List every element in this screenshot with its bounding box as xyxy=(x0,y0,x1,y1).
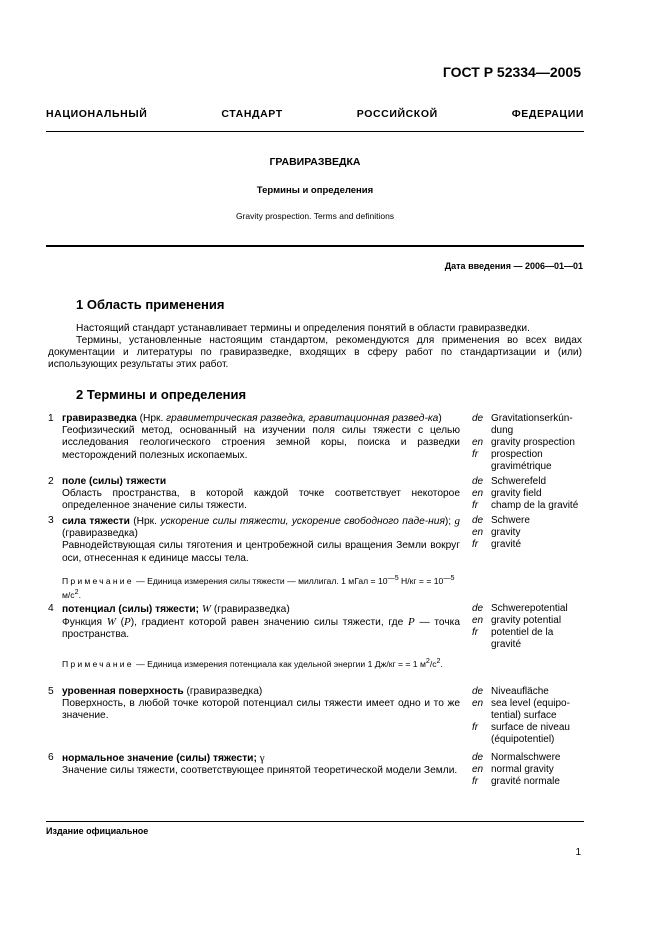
term-definition: Равнодействующая силы тяготения и центробежной силы вращения Земли вокруг оси, отнесенная к единице массы тела. xyxy=(62,540,460,564)
equivalent-text: Schwerefeld xyxy=(491,476,547,487)
synonym-prefix: (Нрк. xyxy=(136,413,167,424)
lang-code: fr xyxy=(472,500,479,512)
note-label: Примечание xyxy=(62,658,134,669)
lang-code: de xyxy=(472,515,484,526)
synonym-prefix: (Нрк. xyxy=(129,516,161,527)
note-text: /с xyxy=(429,658,437,669)
lang-code: en xyxy=(472,698,484,710)
term-equivalents xyxy=(472,515,584,551)
note-exponent: 2 xyxy=(74,587,79,596)
lang-code: de xyxy=(472,603,484,614)
term-name: потенциал (силы) тяжести; xyxy=(62,604,200,615)
term-domain: (гравиразведка) xyxy=(183,686,263,697)
term-name: нормальное значение (силы) тяжести; xyxy=(62,753,257,764)
term-note xyxy=(62,573,460,601)
term-synonyms: ускорение силы тяжести, ускорение свободного паде-ния xyxy=(160,516,445,527)
equivalent-text: potentiel de la gravité xyxy=(491,627,554,651)
term-symbol: γ xyxy=(259,752,265,764)
note-exponent: 2 xyxy=(425,657,430,665)
equivalent-text: Normalschwere xyxy=(491,752,561,763)
term-number: 3 xyxy=(48,515,54,526)
equivalent-text: Schwere xyxy=(491,515,530,526)
term-equivalents xyxy=(472,413,584,473)
lang-code: en xyxy=(472,615,484,627)
section-2-heading: 2 Термины и определения xyxy=(76,387,247,402)
note-text: Н/кг = = 10 xyxy=(398,575,444,586)
section-1-heading: 1 Область применения xyxy=(76,297,225,312)
definition-text: Функция xyxy=(62,617,107,629)
equivalent-text: sea level (equipo-tential) surface xyxy=(491,698,570,722)
definition-symbol: W xyxy=(106,616,116,629)
page-number: 1 xyxy=(575,847,581,858)
lang-code: fr xyxy=(472,722,479,734)
term-entry xyxy=(62,476,460,513)
equivalent-text: gravity xyxy=(491,527,521,539)
lang-code: fr xyxy=(472,627,479,639)
footer-rule xyxy=(46,821,584,822)
term-domain: (гравиразведка) xyxy=(211,604,290,615)
official-edition-label: Издание официальное xyxy=(46,826,149,836)
term-entry xyxy=(62,413,460,462)
note-label: Примечание xyxy=(62,575,134,586)
document-title: ГРАВИРАЗВЕДКА xyxy=(269,156,361,168)
lang-code: en xyxy=(472,527,484,539)
term-definition: Геофизический метод, основанный на изучении поля силы тяжести с целью исследования геологического строения земной коры, поиска и разведки месторождений полезных ископаемых. xyxy=(62,425,460,461)
equivalent-text: Niveaufläche xyxy=(491,686,549,697)
term-entry xyxy=(62,752,460,777)
lang-code: fr xyxy=(472,776,479,788)
term-definition xyxy=(62,617,460,640)
term-name: поле (силы) тяжести xyxy=(62,476,167,487)
definition-text: ( xyxy=(115,617,124,629)
equivalent-text: Schwerepotential xyxy=(491,603,568,614)
term-equivalents xyxy=(472,686,584,746)
term-definition: Область пространства, в которой каждой точке соответствует некоторое определенное значение силы тяжести. xyxy=(62,488,460,512)
term-number: 4 xyxy=(48,603,54,614)
term-definition: Поверхность, в любой точке которой потенциал силы тяжести имеет одно и то же значение. xyxy=(62,698,460,722)
note-text: — Единица измерения потенциала как удельной энергии 1 Дж/кг = = 1 м xyxy=(133,658,426,669)
national-standard-banner: НАЦИОНАЛЬНЫЙ СТАНДАРТ РОССИЙСКОЙ ФЕДЕРАЦИИ xyxy=(46,108,584,120)
synonym-suffix: ) xyxy=(438,413,442,424)
lang-code: de xyxy=(472,413,484,424)
note-text: — Единица измерения силы тяжести — миллигал. 1 мГал = 10 xyxy=(133,575,388,586)
term-equivalents xyxy=(472,476,584,512)
term-name: сила тяжести xyxy=(62,516,130,527)
synonym-suffix: ); xyxy=(444,516,455,527)
note-text: . xyxy=(78,589,81,600)
equivalent-text: champ de la gravité xyxy=(491,500,579,512)
term-number: 1 xyxy=(48,413,54,424)
definition-text: — точка пространства. xyxy=(62,617,460,641)
equivalent-text: surface de niveau (équipotentiel) xyxy=(491,722,570,746)
note-exponent: —5 xyxy=(387,574,399,582)
definition-symbol: P xyxy=(123,616,131,629)
equivalent-text: gravité xyxy=(491,539,522,551)
title-rule xyxy=(46,245,584,247)
lang-code: en xyxy=(472,764,484,776)
term-name: уровенная поверхность xyxy=(62,686,184,697)
english-title: Gravity prospection. Terms and definitions xyxy=(235,211,395,221)
lang-code: fr xyxy=(472,449,479,461)
document-subtitle: Термины и определения xyxy=(256,185,374,196)
term-synonyms: гравиметрическая разведка, гравитационная развед-ка xyxy=(166,413,439,424)
equivalent-text: normal gravity xyxy=(491,764,554,776)
header-rule xyxy=(46,131,584,132)
definition-text: градиент которой равен значению силы тяжести, где xyxy=(136,617,408,629)
lang-code: fr xyxy=(472,539,479,551)
introduction-date: Дата введения — 2006—01—01 xyxy=(444,261,583,271)
note-exponent: —5 xyxy=(443,574,455,582)
term-number: 2 xyxy=(48,476,54,487)
equivalent-text: Gravitationserkún-dung xyxy=(491,413,573,437)
term-note xyxy=(62,656,460,670)
term-number: 5 xyxy=(48,686,54,697)
note-text: . xyxy=(440,658,443,669)
note-text: м/с xyxy=(62,589,75,600)
equivalent-text: gravity potential xyxy=(491,615,562,627)
term-definition: Значение силы тяжести, соответствующее принятой теоретической модели Земли. xyxy=(62,765,458,777)
term-symbol: g xyxy=(454,515,460,527)
lang-code: de xyxy=(472,752,484,763)
equivalent-text: gravité normale xyxy=(491,776,560,788)
section-1-paragraph-1: Настоящий стандарт устанавливает термины и определения понятий в области гравиразведки. xyxy=(76,323,530,334)
term-entry xyxy=(62,686,460,723)
term-symbol: W xyxy=(201,603,212,615)
definition-symbol: P xyxy=(408,616,415,629)
standard-code: ГОСТ Р 52334—2005 xyxy=(442,64,581,80)
lang-code: de xyxy=(472,686,484,697)
term-equivalents xyxy=(472,603,584,651)
term-equivalents xyxy=(472,752,584,788)
lang-code: en xyxy=(472,488,484,500)
term-entry xyxy=(62,603,460,642)
lang-code: de xyxy=(472,476,484,487)
term-number: 6 xyxy=(48,752,54,763)
equivalent-text: gravity field xyxy=(491,488,542,500)
term-entry xyxy=(62,515,460,565)
term-name: гравиразведка xyxy=(62,413,137,424)
note-exponent: 2 xyxy=(436,657,441,665)
lang-code: en xyxy=(472,437,484,449)
equivalent-text: gravity prospection xyxy=(491,437,575,449)
definition-text: ), xyxy=(130,617,137,629)
equivalent-text: prospection gravimétrique xyxy=(491,449,552,473)
section-1-paragraph-2: Термины, установленные настоящим стандартом, рекомендуются для применения во всех видах документации и литературы по гравиразведке, входящих в сферу работ по стандартизации и (или) использующих результаты этих работ. xyxy=(48,335,582,371)
term-domain: (гравиразведка) xyxy=(62,528,138,540)
